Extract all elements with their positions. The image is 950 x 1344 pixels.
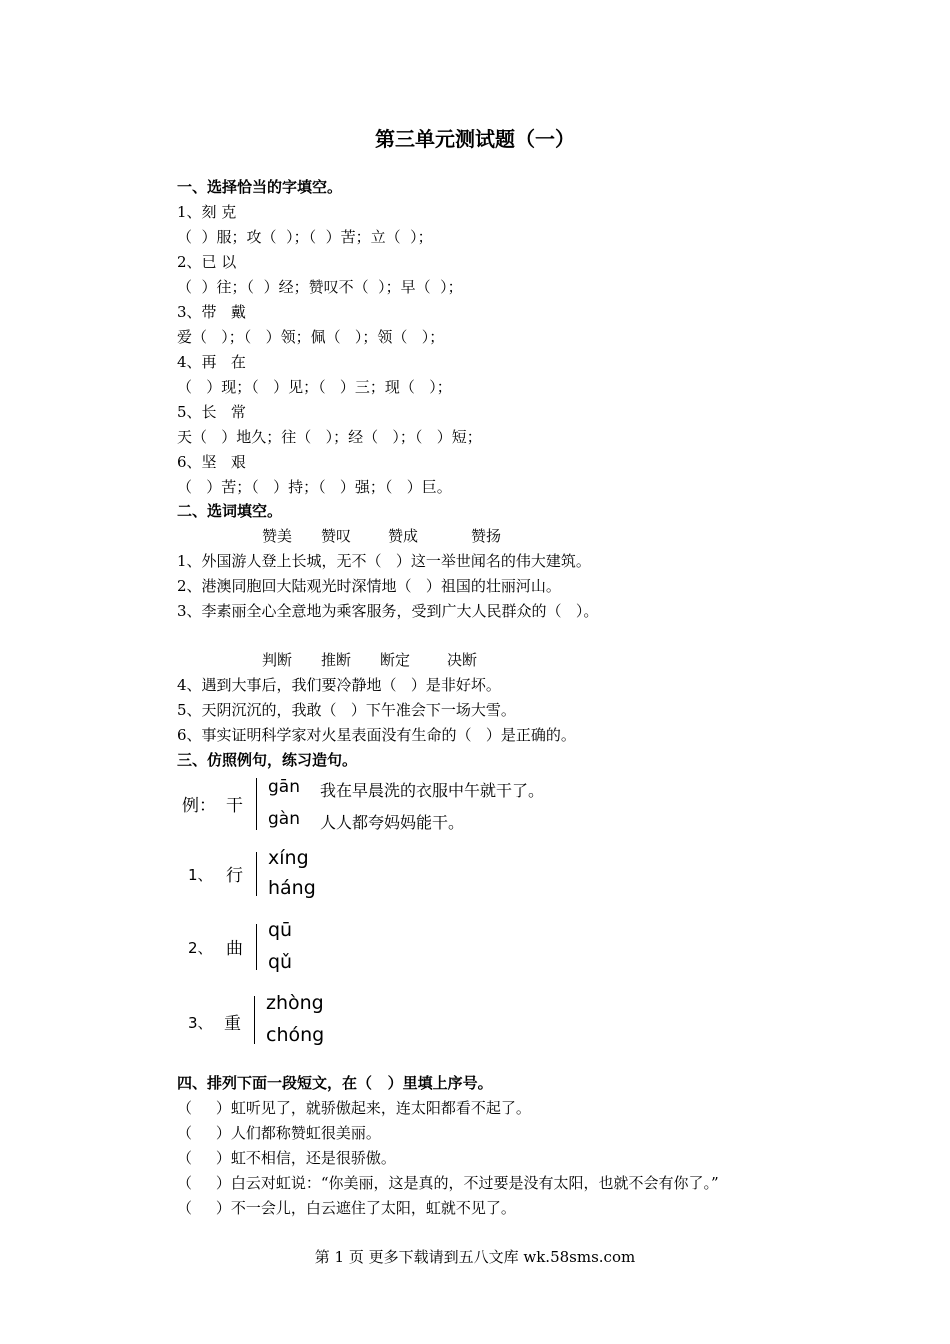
s1-line: （ ）往；（ ）经；赞叹不（ ）；早（ ）；: [177, 278, 463, 296]
s4-line: （ ）不一会儿，白云遮住了太阳，虹就不见了。: [177, 1199, 516, 1217]
item-number: 3、: [188, 1014, 213, 1032]
brace-icon: [256, 924, 263, 970]
section-4-heading: 四、排列下面一段短文，在（ ）里填上序号。: [177, 1074, 493, 1092]
item-char: 曲: [226, 939, 243, 959]
brace-icon: [256, 778, 263, 830]
s2-line: 5、天阴沉沉的，我敢（ ）下午准会下一场大雪。: [177, 701, 516, 719]
item-number: 2、: [188, 939, 213, 957]
section-2-heading: 二、选词填空。: [177, 502, 283, 520]
section-1-heading: 一、选择恰当的字填空。: [177, 178, 343, 196]
word-option: 决断: [447, 651, 478, 669]
s1-line: 天（ ）地久；往（ ）；经（ ）；（ ）短；: [177, 428, 482, 446]
s4-line: （ ）白云对虹说：“你美丽，这是真的，不过要是没有太阳，也就不会有你了。”: [177, 1174, 719, 1192]
word-option: 赞美: [262, 527, 293, 545]
word-option: 推断: [321, 651, 352, 669]
s1-line: （ ）现；（ ）见；（ ）三；现（ ）；: [177, 378, 452, 396]
s1-line: 2、已 以: [177, 253, 237, 271]
s1-line: 4、再 在: [177, 353, 246, 371]
s1-line: （ ）苦；（ ）持；（ ）强；（ ）巨。: [177, 478, 452, 496]
section-3-heading: 三、仿照例句，练习造句。: [177, 751, 358, 769]
word-option: 赞成: [388, 527, 419, 545]
word-option: 判断: [262, 651, 293, 669]
page-footer: 第 1 页 更多下载请到五八文库 wk.58sms.com: [314, 1248, 636, 1266]
page-title: 第三单元测试题（一）: [375, 127, 575, 151]
s1-line: 3、带 戴: [177, 303, 246, 321]
s1-line: 5、长 常: [177, 403, 246, 421]
s1-line: 6、坚 艰: [177, 453, 246, 471]
word-option: 赞扬: [471, 527, 502, 545]
s1-line: 爱（ ）；（ ）领；佩（ ）；领（ ）；: [177, 328, 445, 346]
example-sentence-2: 人人都夸妈妈能干。: [320, 813, 465, 832]
item-pinyin-2: chóng: [266, 1024, 325, 1046]
word-option: 赞叹: [321, 527, 352, 545]
s2-line: 4、遇到大事后，我们要冷静地（ ）是非好坏。: [177, 676, 501, 694]
s1-line: （ ）服；攻（ ）；（ ）苦；立（ ）；: [177, 228, 433, 246]
s2-line: 2、港澳同胞回大陆观光时深情地（ ）祖国的壮丽河山。: [177, 577, 561, 595]
s4-line: （ ）虹不相信，还是很骄傲。: [177, 1149, 396, 1167]
s4-line: （ ）虹听见了，就骄傲起来，连太阳都看不起了。: [177, 1099, 531, 1117]
item-pinyin-1: zhòng: [266, 992, 324, 1014]
s4-line: （ ）人们都称赞虹很美丽。: [177, 1124, 381, 1142]
item-pinyin-2: qǔ: [268, 951, 293, 973]
example-label: 例：: [182, 796, 216, 816]
item-pinyin-1: xíng: [268, 847, 309, 869]
item-pinyin-2: háng: [268, 877, 316, 899]
s2-line: 3、李素丽全心全意地为乘客服务，受到广大人民群众的（ ）。: [177, 602, 599, 620]
s1-line: 1、刻 克: [177, 203, 237, 221]
item-char: 重: [224, 1014, 241, 1034]
brace-icon: [256, 852, 263, 896]
example-char: 干: [226, 796, 243, 816]
example-sentence-1: 我在早晨洗的衣服中午就干了。: [320, 781, 545, 800]
s2-line: 6、事实证明科学家对火星表面没有生命的（ ）是正确的。: [177, 726, 576, 744]
s2-line: 1、外国游人登上长城，无不（ ）这一举世闻名的伟大建筑。: [177, 552, 591, 570]
example-pinyin-1: gān: [268, 777, 300, 797]
item-number: 1、: [188, 866, 213, 884]
word-option: 断定: [380, 651, 411, 669]
item-char: 行: [226, 866, 243, 886]
brace-icon: [254, 996, 261, 1044]
example-pinyin-2: gàn: [268, 809, 300, 829]
item-pinyin-1: qū: [268, 919, 293, 941]
